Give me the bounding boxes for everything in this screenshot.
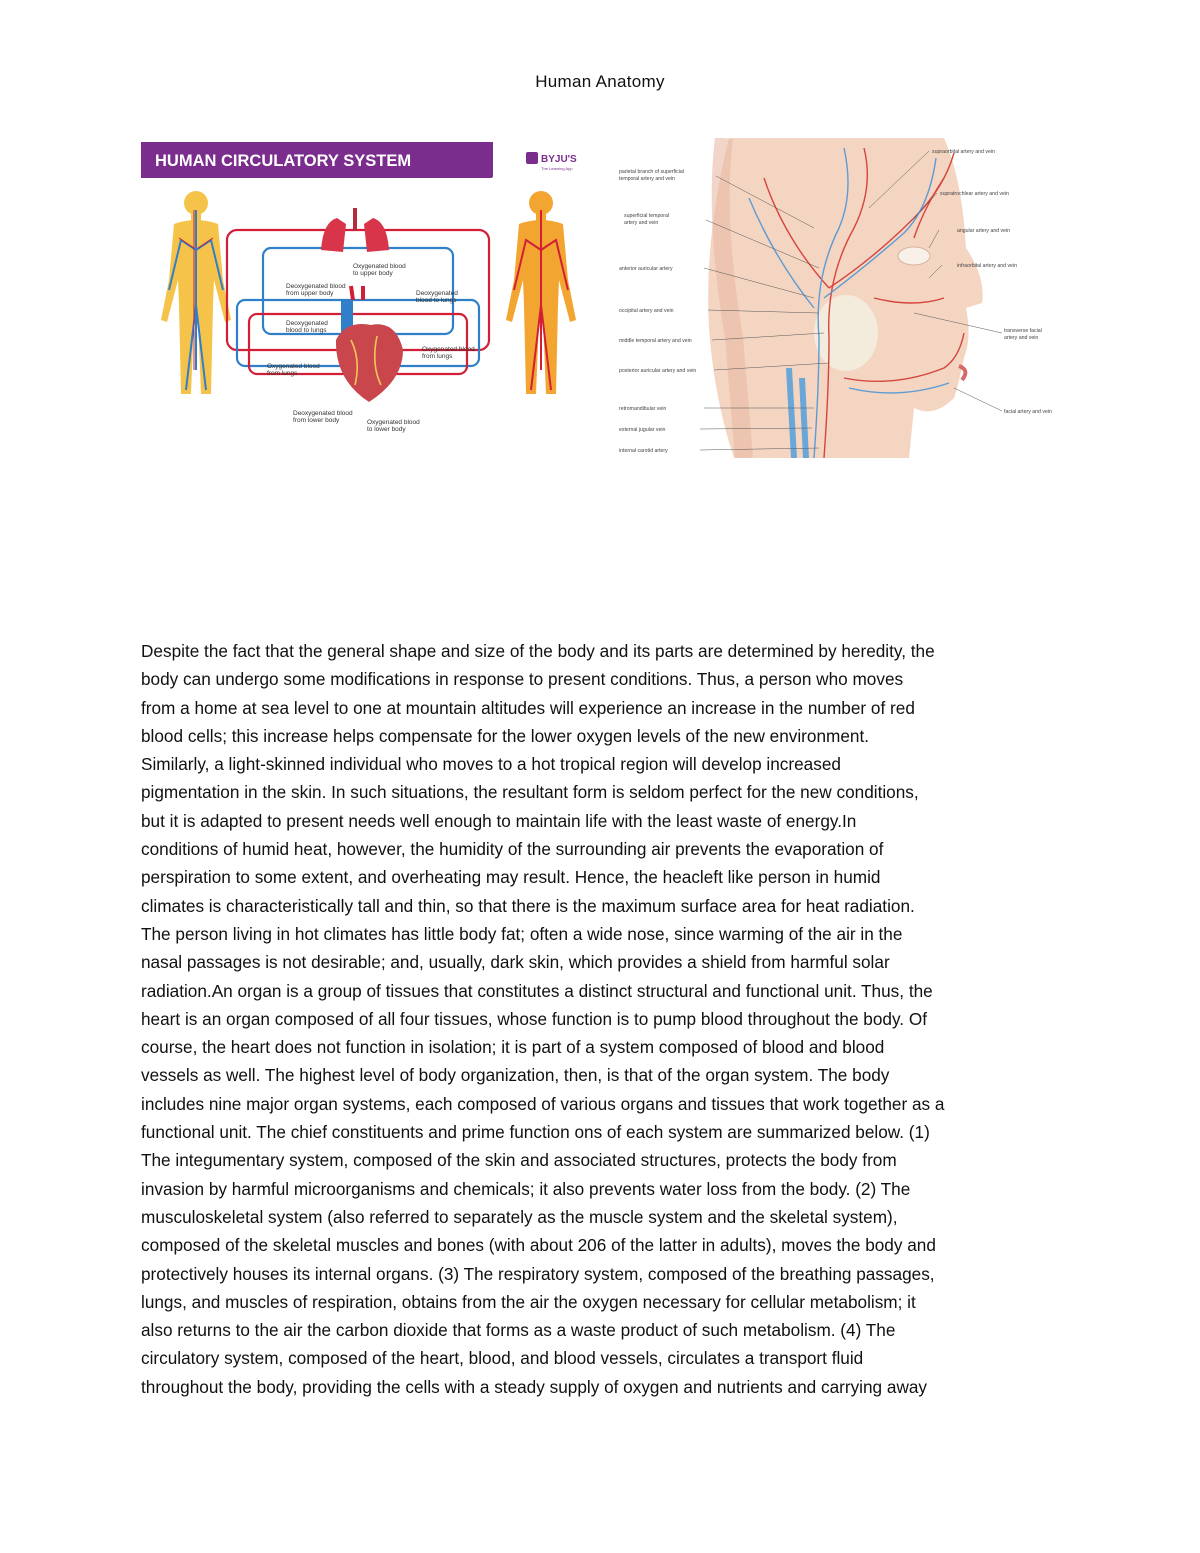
- label-deoxy-upper-2: from upper body: [286, 290, 334, 297]
- head-label-left-9: internal carotid artery: [619, 448, 668, 454]
- head-label-right-2: supratrochlear artery and vein: [940, 191, 1009, 197]
- eye: [898, 247, 930, 265]
- head-label-left-7: retromandibular vein: [619, 406, 667, 412]
- brand-tagline: The Learning App: [541, 166, 573, 171]
- text-line: The person living in hot climates has little body fat; often a wide nose, since warming of the air in the: [141, 923, 903, 944]
- text-line: Similarly, a light-skinned individual who moves to a hot tropical region will develop increased: [141, 754, 841, 775]
- text-line: radiation.An organ is a group of tissues that constitutes a distinct structural and functional unit. Thus, the: [141, 980, 933, 1001]
- circulatory-system-figure: [141, 140, 594, 440]
- label-deoxy-lungs-l-1: Deoxygenated: [286, 320, 328, 327]
- text-line: from a home at sea level to one at mountain altitudes will experience an increase in the number of red: [141, 697, 915, 718]
- text-line: but it is adapted to present needs well enough to maintain life with the least waste of energy.In: [141, 810, 857, 831]
- head-label-right-1: supraorbital artery and vein: [932, 149, 995, 155]
- label-deoxy-lungs-l-2: blood to lungs: [286, 327, 327, 334]
- text-line: functional unit. The chief constituents and prime function ons of each system are summarized below. (1): [141, 1122, 930, 1143]
- text-line: pigmentation in the skin. In such situations, the resultant form is seldom perfect for the new conditions,: [141, 782, 919, 803]
- text-line: blood cells; this increase helps compensate for the lower oxygen levels of the new environment.: [141, 725, 870, 746]
- label-deoxy-lower-1: Deoxygenated blood: [293, 410, 353, 417]
- head-label-left-1a: parietal branch of superficial: [619, 169, 684, 175]
- label-oxy-lower-2: to lower body: [367, 426, 406, 433]
- text-line: composed of the skeletal muscles and bones (with about 206 of the latter in adults), moves the body and: [141, 1235, 936, 1256]
- label-deoxy-lungs-r-2: blood to lungs: [416, 297, 457, 304]
- text-line: conditions of humid heat, however, the humidity of the surrounding air prevents the evaporation of: [141, 839, 884, 860]
- text-line: throughout the body, providing the cells with a steady supply of oxygen and nutrients and carrying away: [141, 1376, 928, 1397]
- label-deoxy-upper-1: Deoxygenated blood: [286, 283, 346, 290]
- text-line: lungs, and muscles of respiration, obtains from the air the oxygen necessary for cellular metabolism; it: [141, 1291, 916, 1312]
- text-line: vessels as well. The highest level of body organization, then, is that of the organ system. The body: [141, 1065, 890, 1086]
- label-oxy-upper-2: to upper body: [353, 270, 393, 277]
- head-vessels-figure: [614, 138, 1054, 458]
- text-line: The integumentary system, composed of the skin and associated structures, protects the body from: [141, 1150, 897, 1171]
- head-label-left-2b: artery and vein: [624, 220, 659, 226]
- brand-name: BYJU'S: [541, 154, 577, 165]
- head-label-right-6: facial artery and vein: [1004, 409, 1052, 415]
- head-label-left-6: posterior auricular artery and vein: [619, 368, 697, 374]
- head-label-left-1b: temporal artery and vein: [619, 176, 675, 182]
- head-label-left-8: external jugular vein: [619, 427, 666, 433]
- page-header: Human Anatomy: [535, 72, 665, 91]
- label-oxy-lower-1: Oxygenated blood: [367, 419, 420, 426]
- text-line: musculoskeletal system (also referred to separately as the muscle system and the skeletal system),: [141, 1206, 898, 1227]
- label-oxy-lungs-r-2: from lungs: [422, 353, 453, 360]
- body-text: [141, 637, 1059, 1401]
- text-line: includes nine major organ systems, each composed of various organs and tissues that work together as a: [141, 1093, 945, 1114]
- label-oxy-lungs-l-1: Oxygenated blood: [267, 363, 320, 370]
- label-deoxy-lungs-r-1: Deoxygenated: [416, 290, 458, 297]
- text-line: climates is characteristically tall and thin, so that there is the maximum surface area for heat radiation.: [141, 895, 915, 916]
- text-line: nasal passages is not desirable; and, usually, dark skin, which provides a shield from harmful solar: [141, 952, 890, 973]
- head-label-right-5b: artery and vein: [1004, 335, 1039, 341]
- label-oxy-lungs-l-2: from lungs: [267, 370, 298, 377]
- head-label-left-2a: superficial temporal: [624, 213, 669, 219]
- head-label-right-5a: transverse facial: [1004, 328, 1042, 334]
- head-label-right-3: angular artery and vein: [957, 228, 1011, 234]
- text-line: also returns to the air the carbon dioxide that forms as a waste product of such metabolism. (4) The: [141, 1320, 896, 1341]
- text-line: circulatory system, composed of the heart, blood, and blood vessels, circulates a transport fluid: [141, 1348, 864, 1369]
- label-oxy-upper-1: Oxygenated blood: [353, 263, 406, 270]
- text-line: heart is an organ composed of all four tissues, whose function is to pump blood throughout the body. Of: [141, 1008, 927, 1029]
- text-line: invasion by harmful microorganisms and chemicals; it also prevents water loss from the body. (2) The: [141, 1178, 911, 1199]
- head-label-right-4: infraorbital artery and vein: [957, 263, 1017, 269]
- text-line: Despite the fact that the general shape and size of the body and its parts are determined by heredity, the: [141, 641, 935, 661]
- text-line: protectively houses its internal organs. (3) The respiratory system, composed of the breathing passages,: [141, 1263, 935, 1284]
- text-line: body can undergo some modifications in response to present conditions. Thus, a person who moves: [141, 669, 904, 690]
- head-label-left-5: middle temporal artery and vein: [619, 338, 692, 344]
- label-deoxy-lower-2: from lower body: [293, 417, 340, 424]
- text-line: perspiration to some extent, and overheating may result. Hence, the heacleft like person in humid: [141, 867, 881, 888]
- label-oxy-lungs-r-1: Oxygenated blood: [422, 346, 475, 353]
- figure-title: HUMAN CIRCULATORY SYSTEM: [155, 152, 412, 170]
- text-line: course, the heart does not function in isolation; it is part of a system composed of blood and blood: [141, 1037, 885, 1058]
- head-label-left-4: occipital artery and vein: [619, 308, 674, 314]
- head-label-left-3: anterior auricular artery: [619, 266, 673, 272]
